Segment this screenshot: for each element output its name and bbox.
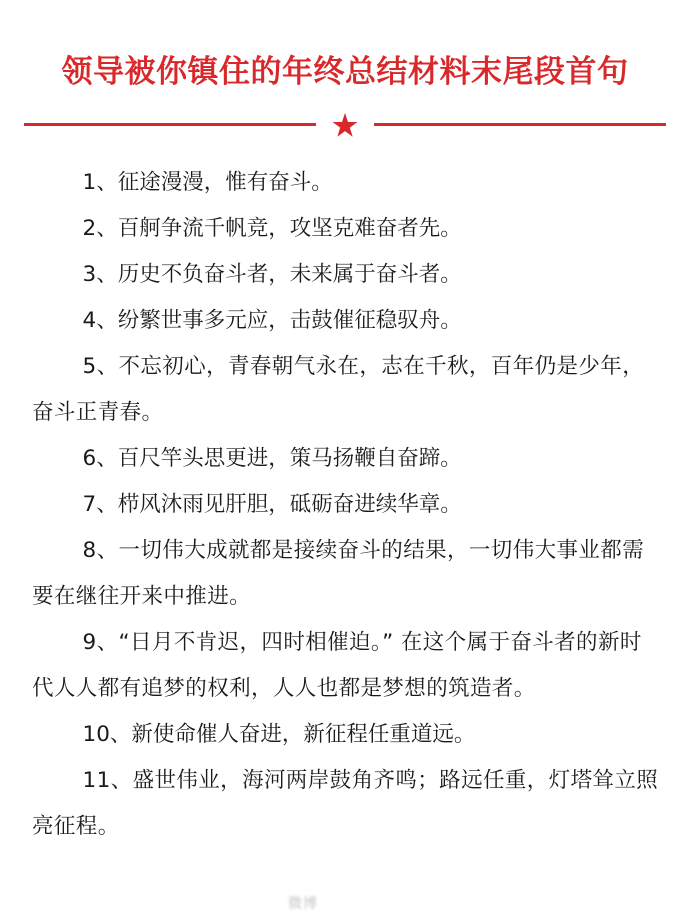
list-item: 8、一切伟大成就都是接续奋斗的结果，一切伟大事业都需要在继往开来中推进。 [32,538,645,609]
divider-line-left [24,123,316,126]
list-item: 5、不忘初心，青春朝气永在，志在千秋，百年仍是少年，奋斗正青春。 [32,354,645,425]
star-icon [332,112,358,138]
page-title: 领导被你镇住的年终总结材料末尾段首句 [61,54,629,90]
list-item: 3、历史不负奋斗者，未来属于奋斗者。 [82,262,462,287]
list-item: 9、“日月不肯迟，四时相催迫。” 在这个属于奋斗者的新时代人人都有追梦的权利，人人也都是梦想的筑造者。 [32,630,642,701]
list-item: 2、百舸争流千帆竞，攻坚克难奋者先。 [82,216,462,241]
list-item: 10、新使命催人奋进，新征程任重道远。 [82,722,476,747]
list-item: 7、栉风沐雨见肝胆，砥砺奋进续华章。 [82,492,462,517]
item-list [32,160,662,850]
list-item: 11、盛世伟业，海河两岸鼓角齐鸣；路远任重，灯塔耸立照亮征程。 [32,768,659,839]
watermark: 微博 [288,896,318,912]
list-item: 6、百尺竿头思更进，策马扬鞭自奋蹄。 [82,446,462,471]
title-divider [24,112,666,138]
divider-line-right [374,123,666,126]
list-item: 1、征途漫漫，惟有奋斗。 [82,170,333,195]
list-item: 4、纷繁世事多元应，击鼓催征稳驭舟。 [82,308,462,333]
